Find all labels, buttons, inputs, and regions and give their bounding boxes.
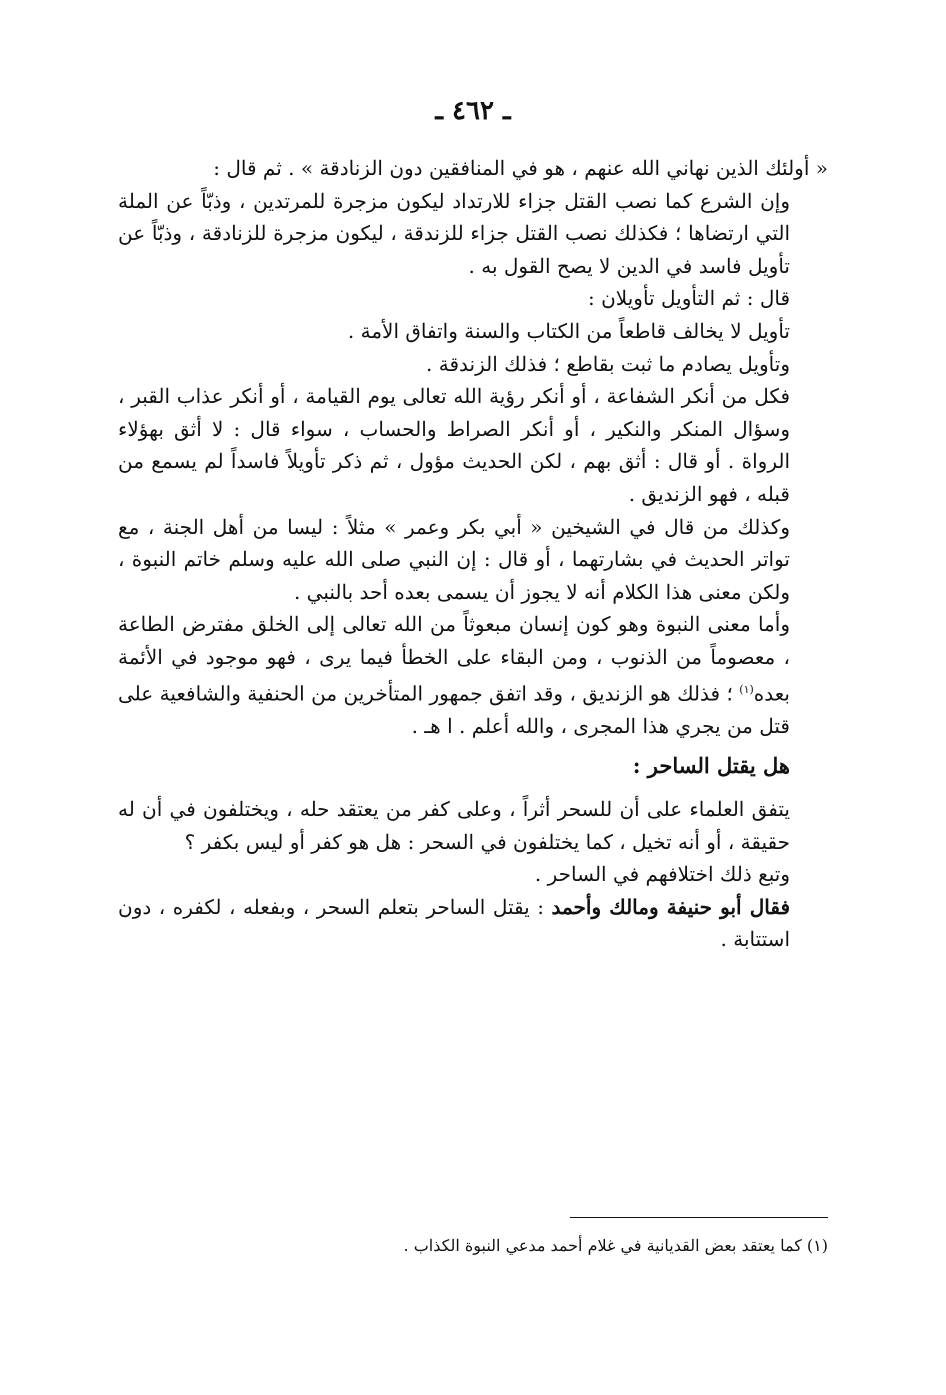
page-number: ـ ٤٦٢ ـ [435, 96, 511, 126]
paragraph-text-tail: ؛ فذلك هو الزنديق ، وقد اتفق جمهور المتأخرين من الحنفية والشافعية على قتل من يجري هذا المجرى ، والله أعلم . ا هـ . [118, 681, 790, 738]
footnote-divider [570, 1217, 828, 1218]
paragraph: وتأويل يصادم ما ثبت بقاطع ؛ فذلك الزندقة . [426, 351, 790, 376]
footnote-reference[interactable]: (١) [739, 682, 754, 696]
footnote: (١) كما يعتقد بعض القديانية في غلام أحمد مدعي النبوة الكذاب . [403, 1236, 828, 1255]
paragraph: يتفق العلماء على أن للسحر أثراً ، وعلى كفر من يعتقد حله ، ويختلفون في أن له حقيقة ، أو أنه تخيل ، كما يختلفون في السحر : هل هو كفر أو ليس بكفر ؟ [118, 796, 790, 854]
section-heading: هل يقتل الساحر : [632, 753, 790, 779]
paragraph-text: وأما معنى النبوة وهو كون إنسان مبعوثاً من الله تعالى إلى الخلق مفترض الطاعة ، معصوماً من الذنوب ، ومن البقاء على الخطأ فيما يرى ، فهو موجود في الأئمة بعده [118, 612, 790, 706]
paragraph: قال : ثم التأويل تأويلان : [588, 286, 790, 311]
paragraph: « أولئك الذين نهاني الله عنهم ، هو في المنافقين دون الزنادقة » . ثم قال : [213, 156, 828, 180]
paragraph: تأويل لا يخالف قاطعاً من الكتاب والسنة واتفاق الأمة . [347, 318, 790, 343]
paragraph: وإن الشرع كما نصب القتل جزاء للارتداد ليكون مزجرة للمرتدين ، وذبّاً عن الملة التي ارتضاها ؛ فكذلك نصب القتل جزاء للزندقة ، ليكون مزجرة للزنادقة ، وذبّاً عن تأويل فاسد في الدين لا يصح القول به . [118, 188, 790, 278]
bold-lead: فقال أبو حنيفة ومالك وأحمد [551, 894, 791, 919]
paragraph-text: : يقتل الساحر بتعلم السحر ، وبفعله ، لكفره ، دون استتابة . [118, 894, 790, 952]
paragraph [118, 891, 828, 956]
paragraph: وتبع ذلك اختلافهم في الساحر . [534, 862, 790, 887]
paragraph: وكذلك من قال في الشيخين « أبي بكر وعمر » مثلاً : ليسا من أهل الجنة ، مع تواتر الحديث في بشارتهما ، أو قال : إن النبي صلى الله عليه وسلم خاتم النبوة ، ولكن معنى هذا الكلام أنه لا يجوز أن يسمى بعده أحد بالنبي . [118, 514, 790, 604]
body-text [118, 152, 828, 956]
paragraph: فكل من أنكر الشفاعة ، أو أنكر رؤية الله تعالى يوم القيامة ، أو أنكر عذاب القبر ، وسؤال المنكر والنكير ، أو أنكر الصراط والحساب ، سواء قال : لا أثق بهؤلاء الرواة . أو قال : أثق بهم ، لكن الحديث مؤول ، ثم ذكر تأويلاً فاسداً لم يسمع من قبله ، فهو الزنديق . [118, 384, 790, 506]
paragraph [118, 608, 828, 742]
